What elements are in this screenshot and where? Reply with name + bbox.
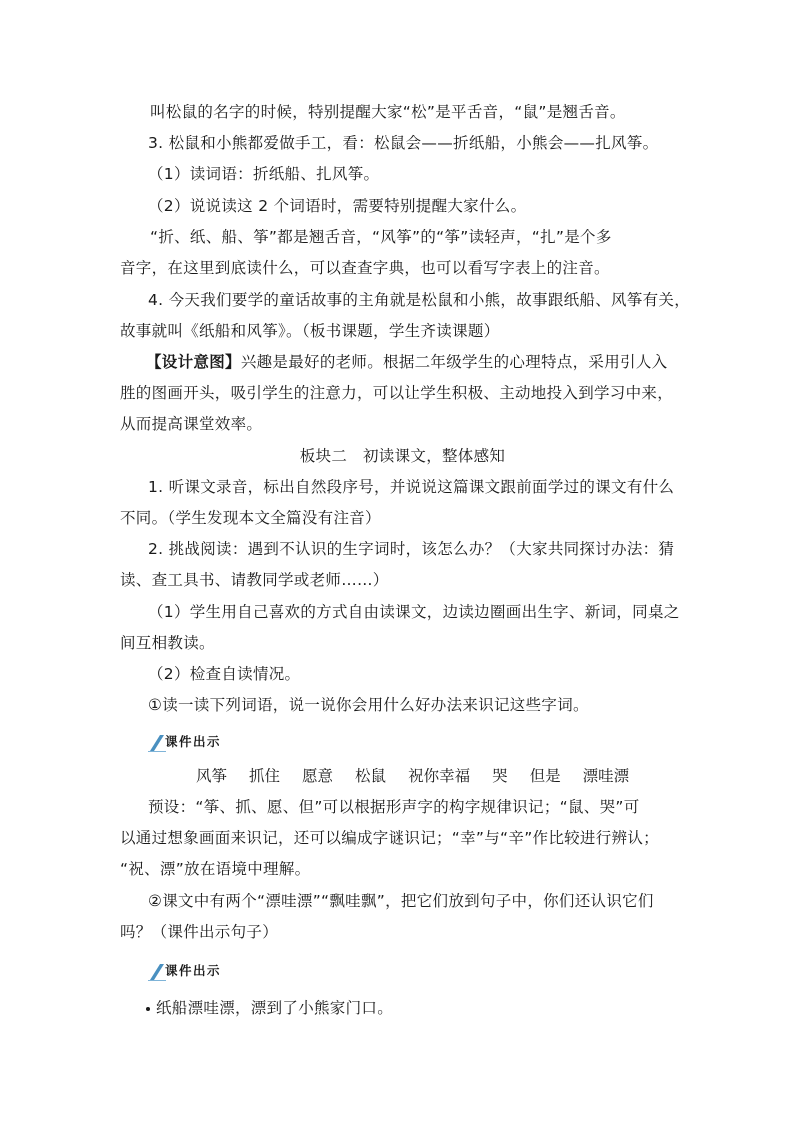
text-line: （1）学生用自己喜欢的方式自由读课文，边读边圈画出生字、新词，同桌之 — [148, 603, 680, 621]
courseware-label-text: 课件出示 — [165, 734, 222, 749]
bullet-line — [146, 997, 681, 1019]
text-line: （2）检查自读情况。 — [148, 665, 301, 683]
word-item: 哭 — [492, 767, 508, 785]
text-line: 胜的图画开头，吸引学生的注意力，可以让学生积极、主动地投入到学习中来， — [120, 384, 674, 402]
text-line: ②课文中有两个“漂哇漂”“飘哇飘”，把它们放到句子中，你们还认识它们 — [148, 892, 654, 910]
text-line: （1）读词语：折纸船、扎风筝。 — [148, 165, 380, 183]
design-intent-text: 兴趣是最好的老师。根据二年级学生的心理特点，采用引人入 — [240, 353, 668, 371]
text-line: 1. 听课文录音，标出自然段序号，并说说这篇课文跟前面学过的课文有什么 — [148, 478, 675, 496]
text-line: 叫松鼠的名字的时候，特别提醒大家“松”是平舌音，“鼠”是翘舌音。 — [150, 103, 626, 121]
text-line: “折、纸、船、筝”都是翘舌音，“风筝”的“筝”读轻声，“扎”是个多 — [150, 228, 612, 246]
text-line: 间互相教读。 — [120, 634, 215, 652]
courseware-label — [148, 961, 238, 983]
text-line: 音字，在这里到底读什么，可以查查字典，也可以看写字表上的注音。 — [120, 259, 610, 277]
text-line: 4. 今天我们要学的童话故事的主角就是松鼠和小熊，故事跟纸船、风筝有关， — [148, 291, 691, 309]
word-item: 抓住 — [249, 767, 281, 785]
section-heading: 板块二 初读课文，整体感知 — [299, 447, 506, 465]
slash-decoration-icon — [148, 734, 166, 752]
text-line: 以通过想象画面来识记，还可以编成字谜识记；“幸”与“辛”作比较进行辨认； — [120, 829, 659, 847]
text-line: 2. 挑战阅读：遇到不认识的生字词时，该怎么办？（大家共同探讨办法：猜 — [148, 540, 675, 558]
word-item: 祝你幸福 — [408, 767, 471, 785]
word-item: 风筝 — [196, 767, 228, 785]
courseware-label — [148, 732, 238, 754]
bullet-text: 纸船漂哇漂，漂到了小熊家门口。 — [156, 999, 394, 1017]
text-line: 故事就叫《纸船和风筝》。（板书课题，学生齐读课题） — [120, 322, 500, 340]
courseware-label-text: 课件出示 — [165, 963, 222, 978]
text-line: 3. 松鼠和小熊都爱做手工，看：松鼠会——折纸船，小熊会——扎风筝。 — [148, 134, 659, 152]
design-intent-line — [146, 351, 681, 373]
text-line: 读、查工具书、请教同学或老师……） — [120, 571, 389, 589]
text-line: 不同。（学生发现本文全篇没有注音） — [120, 509, 381, 527]
text-line: 预设：“筝、抓、愿、但”可以根据形声字的构字规律识记；“鼠、哭”可 — [148, 798, 640, 816]
word-list — [196, 765, 629, 787]
bullet-icon — [146, 1007, 150, 1011]
word-item: 松鼠 — [355, 767, 387, 785]
word-item: 但是 — [529, 767, 561, 785]
text-line: （2）说说读这 2 个词语时，需要特别提醒大家什么。 — [148, 197, 527, 215]
text-line: 吗？（课件出示句子） — [120, 923, 279, 941]
slash-decoration-icon — [148, 963, 166, 981]
word-item: 愿意 — [302, 767, 334, 785]
text-line: 从而提高课堂效率。 — [120, 415, 263, 433]
text-line: “祝、漂”放在语境中理解。 — [120, 860, 311, 878]
word-item: 漂哇漂 — [582, 767, 630, 785]
design-intent-mark: 【设计意图】 — [146, 353, 241, 371]
text-line: ①读一读下列词语，说一说你会用什么好办法来识记这些字词。 — [148, 696, 589, 714]
